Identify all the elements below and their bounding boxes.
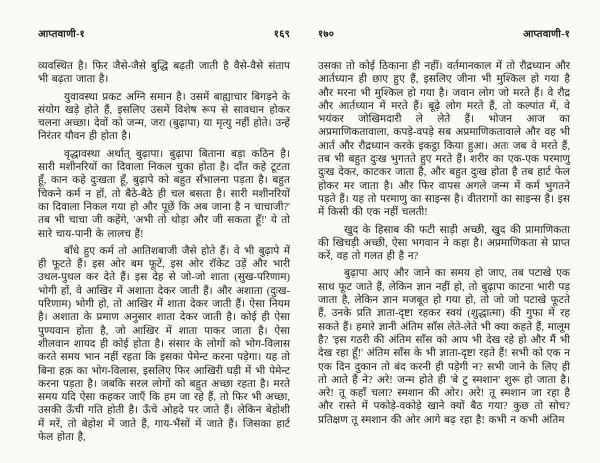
page-body-left <box>38 60 290 448</box>
running-title: आप्तवाणी-१ <box>38 29 85 40</box>
paragraph: बाँधे हुए कर्म तो आतिशबाजी जैसे होते हैं। वे भी बुढ़ापे में ही फूटते हैं। इस ओर बम फूटें, इस ओर रॉकेट उड़ें और भारी उथल-पुथल कर देते हैं। इस देह से जो-जो शाता (सुख-परिणाम) भोगी हों, वे आखिर में अशाता देकर जाती हैं। और अशाता (दुःख-परिणाम) भोगी हो, तो आखिर में शाता देकर जाती हैं। ऐसा नियम है। अशाता के प्रमाण अनुसार शाता देकर जाती है। कोई ही ऐसा पुण्यवान होता है, जो आखिर में शाता पाकर जाता है। ऐसा शीलवान शायद ही कोई होता है। संसार के लोगों को भोग-विलास करते समय भान नहीं रहता कि इसका पेमेन्ट करना पड़ेगा। यह तो बिना हक़ का भोग-विलास, इसलिए फिर आखिरी घड़ी में भी पेमेन्ट करना पड़ता है। जबकि सरल लोगों को बहुत अच्छा रहता है। मरते समय यदि ऐसा कहकर जाएँ कि हम जा रहे हैं, तो फिर भी अच्छा, उसकी ऊँची गति होती है। ऊँचे ओहदे पर जाते हैं। लेकिन बेहोशी में मरें, तो बेहोश में जाते हैं, गाय-भैंसों में जाते हैं। जिसका हार्ट फेल होता है, <box>38 245 290 444</box>
paragraph: युवावस्था प्रकट अग्नि समान है। उसमें बाह्याचार बिगड़ने के संयोग खड़े होते हैं, इसलिए उसमें विशेष रूप से सावधान होकर चलना अच्छा। देवों को जन्म, जरा (बुढ़ापा) या मृत्यु नहीं होते। उन्हें निरंतर यौवन ही होता है। <box>38 91 290 143</box>
paragraph: व्यवस्थित है। फिर जैसे-जैसे बुद्धि बढ़ती जाती है वैसे-वैसे संताप भी बढ़ता जाता है। <box>38 61 290 86</box>
page-left <box>38 26 290 463</box>
paragraph: उसका तो कोई ठिकाना ही नहीं। वर्तमानकाल में तो रौद्रध्यान और आर्तध्यान ही छाए हुए हैं, इसलिए जीना भी मुश्किल हो गया है और मरना भी मुश्किल हो गया है। जवान लोग जो मरते हैं। वे रौद्र और आर्तध्यान में मरते हैं। बूढ़े लोग मरते हैं, तो कल्पांत में, वे भयंकर जोखिमदारी ले लेते हैं। भोजन आज का अप्रमाणिकतावाला, कपड़े-वपड़े सब अप्रमाणिकतावाले और वह भी आर्त और रौद्रध्यान करके इकट्ठा किया हुआ। अतः जब वे मरते हैं, तब भी बहुत दुःख भुगतते हुए मरते हैं। शरीर का एक-एक परमाणु दुःख देकर, काटकर जाता है, और बहुत दुःख होता है तब हार्ट फेल होकर मर जाता है। और फिर वापस अगले जन्म में कर्म भुगतने पड़ते हैं। यह तो परमाणु का साइन्स है। वीतरागों का साइन्स है। इस में किसी की एक नहीं चलती! <box>318 61 570 219</box>
paragraph: खुद के हिसाब की फटी साड़ी अच्छी, खुद की प्रामाणिकता की खिचड़ी अच्छी, ऐसा भगवान ने कहा है। अप्रमाणिकता से प्राप्त करें, वह तो गलत ही है न? <box>318 224 570 263</box>
page-number: १७० <box>318 29 335 40</box>
page-right <box>318 26 570 463</box>
running-head-right <box>318 26 570 40</box>
page-body-right <box>318 60 570 431</box>
page-number: १६९ <box>273 29 290 40</box>
running-title: आप्तवाणी-१ <box>523 29 570 40</box>
running-head-left <box>38 26 290 40</box>
paragraph: बुढ़ापा आए और जाने का समय हो जाए, तब पटाखे एक साथ फूट जाते हैं, लेकिन ज्ञान नहीं हो, तो बुढ़ापा काटना भारी पड़ जाता है, लेकिन ज्ञान मजबूत हो गया हो, तो जो जो पटाखे फूटते हैं, उनके प्रति ज्ञाता-दृष्टा रहकर स्वयं (शुद्धात्मा) की गुफा में रह सकते हैं। हमारे ज्ञानी अंतिम साँस लेते-लेते भी क्या कहते हैं, मालूम है? 'इस गठरी की अंतिम साँस को आप भी देख रहे हो और मैं भी देख रहा हूँ!' अंतिम साँस के भी ज्ञाता-दृष्टा रहते हैं! सभी को एक न एक दिन दुकान तो बंद करनी ही पड़ेगी न? सभी जाने के लिए ही तो आते हैं ने? अरे! जन्म होते ही 'बे टु स्मशान' शुरू हो जाता है। अरे! तू कहाँ चला? स्मशान की ओर। अरे! तू स्मशान जा रहा है और रास्ते में पकोड़े-वकोड़े खाने क्यों बैठ गया? कुछ तो सोच? प्रतिक्षण तू स्मशान की ओर आगे बढ़ रहा है! कभी न कभी अंतिम <box>318 268 570 426</box>
paragraph: वृद्धावस्था अर्थात् बुढ़ापा। बुढ़ापा बिताना बड़ा कठिन है। सारी मशीनरियों का दिवाला निकल चुका होता है। दाँत कहे टूटता हूँ, कान कहे दुःखता हूँ, बुढ़ापे को बहुत सँभालना पड़ता है। बहुत चिकने कर्म न हों, तो बैठे-बैठे ही चल बसता है। सारी मशीनरियों का दिवाला निकल गया हो और पूछें कि अब जाना है न चाचाजी?' तब भी चाचा जी कहेंगे, 'अभी तो थोड़ा और जी सकता हूँ!' ये तो सारे चाय-पानी के लालच हैं! <box>38 148 290 240</box>
